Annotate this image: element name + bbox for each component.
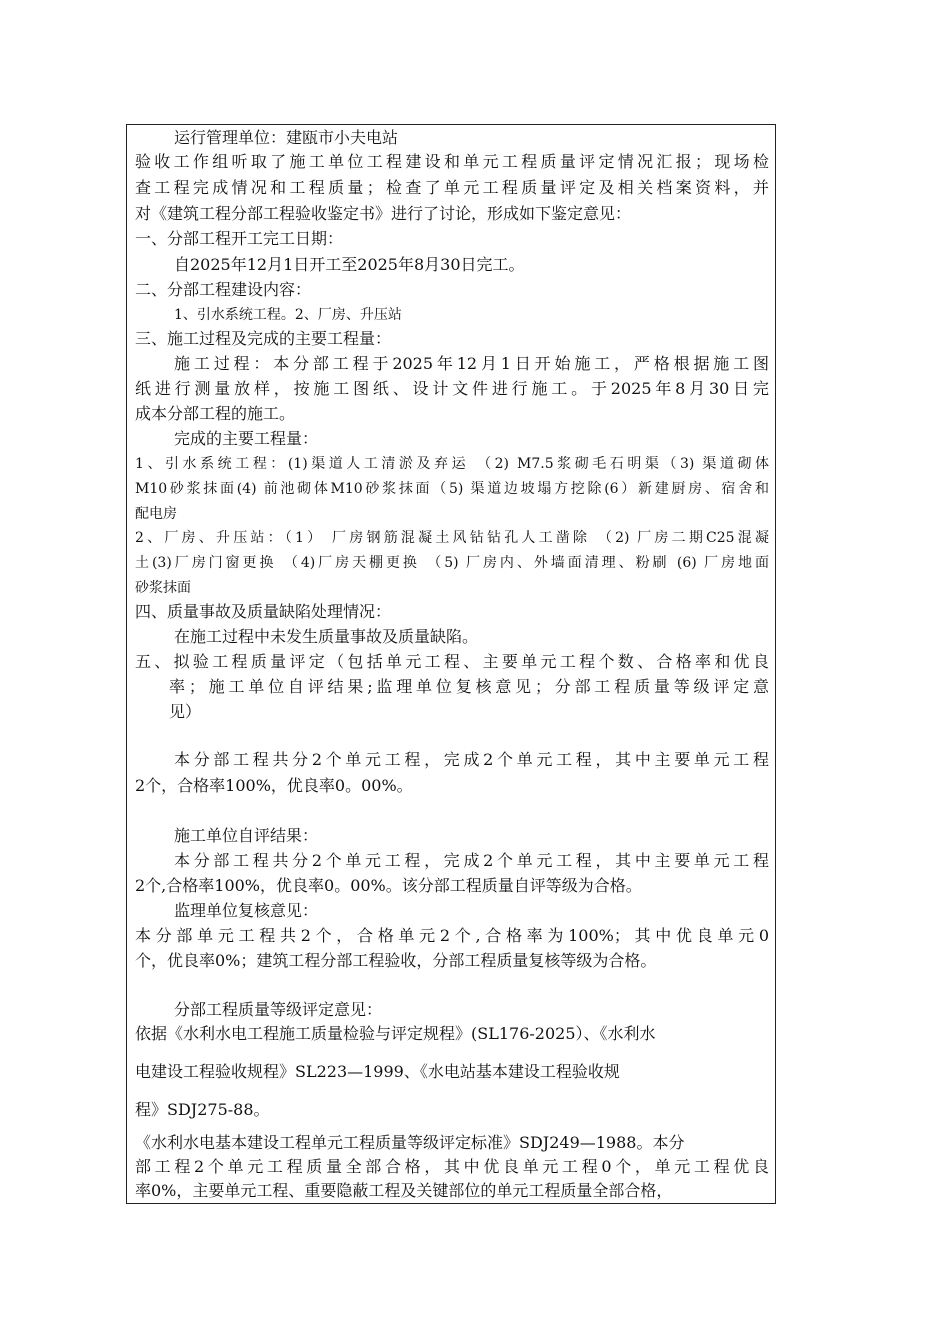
intro-line-3: 对《建筑工程分部工程验收鉴定书》进行了讨论，形成如下鉴定意见： [135, 204, 632, 223]
supervision-line-1: 本分部单元工程共2个，合格单元2个,合格率为100%；其中优良单元0 [135, 926, 769, 945]
quantities-line-6: 砂浆抹面 [135, 580, 191, 596]
conclusion-line-3: 率0%，主要单元工程、重要隐蔽工程及关键部位的单元工程质量全部合格， [135, 1181, 673, 1200]
section-5-heading-3: 见） [169, 702, 202, 721]
section-5-heading-1: 五、拟验工程质量评定（包括单元工程、主要单元工程个数、合格率和优良 [135, 652, 769, 671]
basis-line-2: 电建设工程验收规程》SL223—1999、《水电站基本建设工程验收规 [135, 1062, 620, 1081]
quantities-line-5: 土(3)厂房门窗更换 （4)厂房天棚更换 （5) 厂房内、外墙面清理、粉刷 (6) 厂房地面 [135, 555, 769, 571]
quantities-line-4: 2、厂房、升压站：（1） 厂房钢筋混凝土风钻钻孔人工凿除 （2) 厂房二期C25混凝 [135, 530, 769, 546]
accident-line: 在施工过程中未发生质量事故及质量缺陷。 [174, 627, 479, 646]
grade-heading: 分部工程质量等级评定意见： [174, 1000, 383, 1019]
supervision-line-2: 个，优良率0%；建筑工程分部工程验收，分部工程质量复核等级为合格。 [135, 951, 657, 970]
conclusion-line-2: 部工程2个单元工程质量全部合格，其中优良单元工程0个，单元工程优良 [135, 1157, 769, 1176]
conclusion-line-1: 《水利水电基本建设工程单元工程质量等级评定标准》SDJ249—1988。本分 [135, 1133, 685, 1152]
process-line-1: 施工过程：本分部工程于2025年12月1日开始施工，严格根据施工图 [174, 354, 769, 373]
quantities-heading: 完成的主要工程量： [174, 429, 319, 448]
content-line: 1、引水系统工程。2、厂房、升压站 [174, 307, 402, 323]
section-5-heading-2: 率；施工单位自评结果;监理单位复核意见；分部工程质量等级评定意 [169, 677, 769, 696]
summary-line-2: 2个，合格率100%，优良率0。00%。 [135, 776, 413, 795]
operating-unit-line: 运行管理单位：建瓯市小夫电站 [174, 128, 399, 147]
self-eval-heading: 施工单位自评结果： [174, 826, 319, 845]
basis-line-1: 依据《水利水电工程施工质量检验与评定规程》(SL176-2025）、《水利水 [135, 1024, 656, 1043]
quantities-line-2: M10砂浆抹面(4) 前池砌体M10砂浆抹面（5) 渠道边坡塌方挖除(6）新建厨房、宿舍和 [135, 481, 769, 497]
section-4-heading: 四、质量事故及质量缺陷处理情况： [135, 602, 392, 621]
quantities-line-3: 配电房 [135, 506, 177, 522]
process-line-3: 成本分部工程的施工。 [135, 404, 296, 423]
self-eval-line-1: 本分部工程共分2个单元工程，完成2个单元工程，其中主要单元工程 [174, 851, 769, 870]
intro-line-2: 查工程完成情况和工程质量；检查了单元工程质量评定及相关档案资料，并 [135, 178, 769, 197]
supervision-heading: 监理单位复核意见： [174, 901, 319, 920]
intro-line-1: 验收工作组听取了施工单位工程建设和单元工程质量评定情况汇报；现场检 [135, 152, 769, 171]
summary-line-1: 本分部工程共分2个单元工程，完成2个单元工程，其中主要单元工程 [174, 750, 769, 769]
section-2-heading: 二、分部工程建设内容： [135, 280, 312, 299]
quantities-line-1: 1、引水系统工程：(1)渠道人工清淤及弃运 （2) M7.5浆砌毛石明渠（3) 渠道砌体 [135, 456, 769, 472]
dates-line: 自2025年12月1日开工至2025年8月30日完工。 [174, 255, 525, 274]
self-eval-line-2: 2个,合格率100%，优良率0。00%。该分部工程质量自评等级为合格。 [135, 876, 642, 895]
process-line-2: 纸进行测量放样，按施工图纸、设计文件进行施工。于2025年8月30日完 [135, 379, 769, 398]
basis-line-3: 程》SDJ275-88。 [135, 1100, 270, 1119]
section-3-heading: 三、施工过程及完成的主要工程量： [135, 329, 392, 348]
section-1-heading: 一、分部工程开工完工日期： [135, 229, 344, 248]
